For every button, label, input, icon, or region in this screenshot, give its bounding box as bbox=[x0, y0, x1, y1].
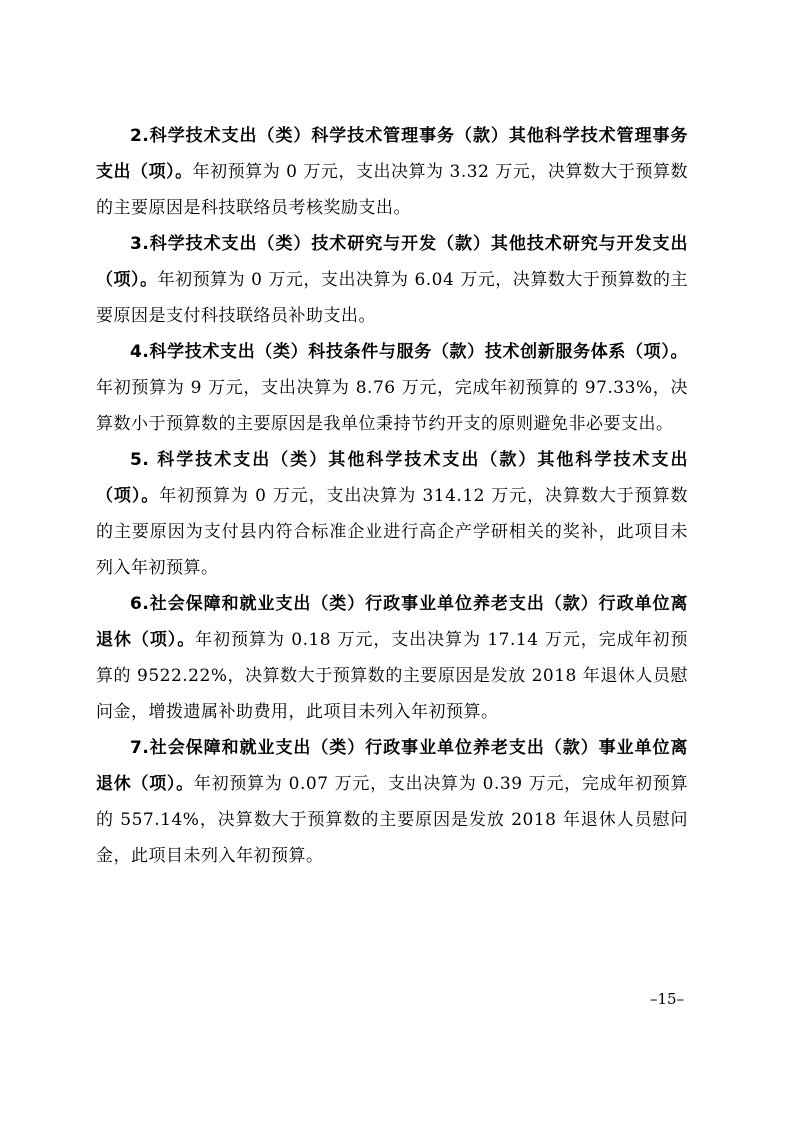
item-body: 年初预算为 0 万元，支出决算为 314.12 万元，决算数大于预算数的主要原因为支付县内符合标准企业进行高企产学研相关的奖补，此项目未列入年初预算。 bbox=[96, 486, 688, 578]
item-heading: 6.社会保障和就业支出（类）行政事业单位养老支出（款）行政单位离退休（项）。 bbox=[96, 594, 688, 650]
item-heading: 3.科学技术支出（类）技术研究与开发（款）其他技术研究与开发支出（项）。 bbox=[96, 234, 688, 290]
item-heading: 7.社会保障和就业支出（类）行政事业单位养老支出（款）事业单位离退休（项）。 bbox=[96, 738, 688, 794]
paragraph-item-6 bbox=[96, 586, 688, 730]
paragraph-item-4 bbox=[96, 334, 688, 442]
page-number: –15– bbox=[650, 990, 685, 1008]
item-heading: 5. 科学技术支出（类）其他科学技术支出（款）其他科学技术支出（项）。 bbox=[96, 450, 688, 506]
item-body: 年初预算为 0.07 万元，支出决算为 0.39 万元，完成年初预算的 557.14%，决算数大于预算数的主要原因是发放 2018 年退休人员慰问金，此项目未列入年初预算。 bbox=[96, 774, 688, 866]
item-heading: 2.科学技术支出（类）科学技术管理事务（款）其他科学技术管理事务支出（项）。 bbox=[96, 126, 688, 182]
paragraph-item-7 bbox=[96, 730, 688, 874]
paragraph-item-3 bbox=[96, 226, 688, 334]
item-body: 年初预算为 9 万元，支出决算为 8.76 万元，完成年初预算的 97.33%，决算数小于预算数的主要原因是我单位秉持节约开支的原则避免非必要支出。 bbox=[96, 378, 688, 434]
paragraph-item-2 bbox=[96, 118, 688, 226]
item-body: 年初预算为 0.18 万元，支出决算为 17.14 万元，完成年初预算的 9522.22%，决算数大于预算数的主要原因是发放 2018 年退休人员慰问金，增拨遗属补助费用，此项目未列入年初预算。 bbox=[96, 630, 688, 722]
item-body: 年初预算为 0 万元，支出决算为 3.32 万元，决算数大于预算数的主要原因是科技联络员考核奖励支出。 bbox=[96, 162, 688, 218]
item-heading: 4.科学技术支出（类）科技条件与服务（款）技术创新服务体系（项）。 bbox=[130, 342, 688, 362]
document-body bbox=[96, 118, 688, 874]
paragraph-item-5 bbox=[96, 442, 688, 586]
item-body: 年初预算为 0 万元，支出决算为 6.04 万元，决算数大于预算数的主要原因是支付科技联络员补助支出。 bbox=[96, 270, 688, 326]
